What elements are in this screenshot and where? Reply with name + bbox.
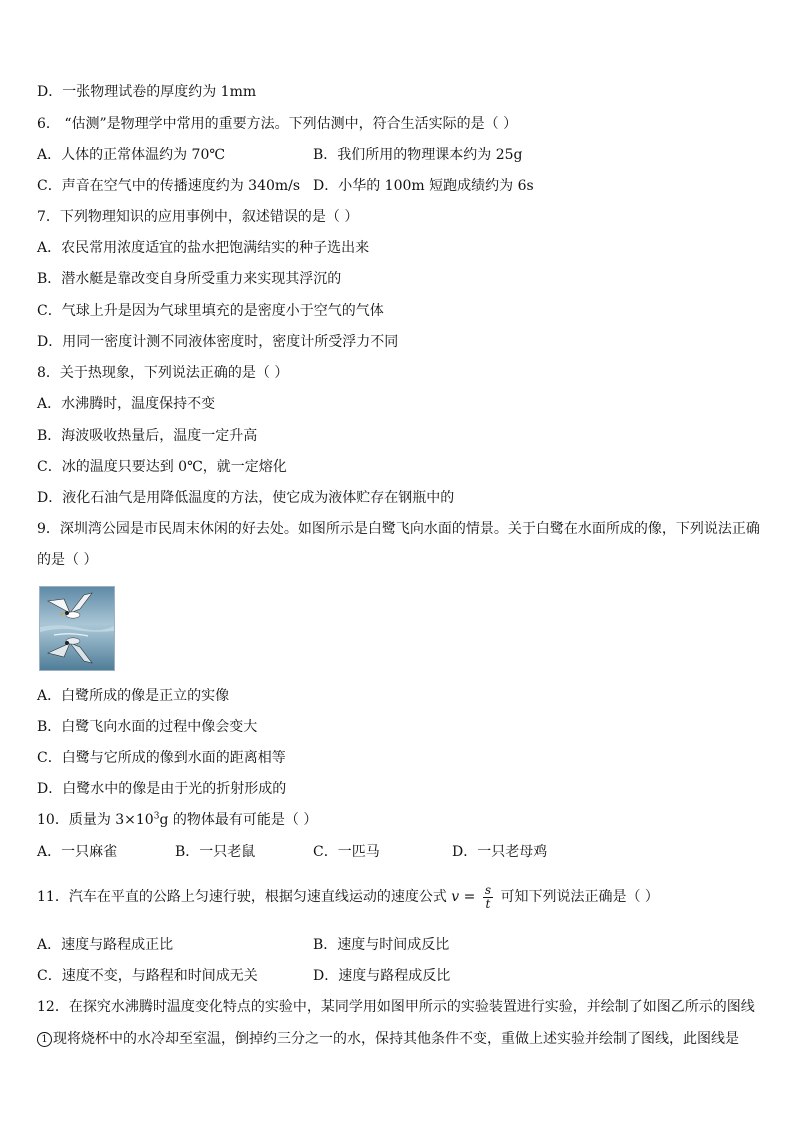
q10-option-c: C．一匹马 [313,844,380,860]
q11-option-c: C．速度不变，与路程和时间成无关 [37,968,258,984]
q6-option-d: D．小华的 100m 短跑成绩约为 6s [313,178,534,194]
circled-number-1: 1 [37,1032,52,1047]
q9-stem-line2: 的是（ ） [37,552,98,568]
q12-stem-line2-wrap [37,1030,739,1048]
q9-option-a: A．白鹭所成的像是正立的实像 [37,688,230,704]
q9-option-b: B．白鹭飞向水面的过程中像会变大 [37,719,258,735]
q7-stem: 7．下列物理知识的应用事例中，叙述错误的是（ ） [37,209,359,225]
q11-option-b: B．速度与时间成反比 [313,937,450,953]
q11-stem-pre: 11．汽车在平直的公路上匀速行驶，根据匀速直线运动的速度公式 [37,889,447,905]
egret-photo [39,586,115,671]
q6-stem: 6． “估测”是物理学中常用的重要方法。下列估测中，符合生活实际的是（ ） [37,116,518,132]
q12-stem-line2: 现将烧杯中的水冷却至室温，倒掉约三分之一的水，保持其他条件不变，重做上述实验并绘制了图线，此图线是 [53,1031,739,1047]
q10-stem-exponent: 3 [153,811,160,822]
q8-option-b: B．海波吸收热量后，温度一定升高 [37,428,258,444]
q8-option-c: C．冰的温度只要达到 0℃，就一定熔化 [37,459,287,475]
q7-option-a: A．农民常用浓度适宜的盐水把饱满结实的种子选出来 [37,240,370,256]
q8-stem: 8．关于热现象，下列说法正确的是（ ） [37,365,289,381]
q9-option-d: D．白鹭水中的像是由于光的折射形成的 [37,781,287,797]
q11-stem-post: 可知下列说法正确是（ ） [500,889,659,905]
q11-option-d: D．速度与路程成反比 [313,968,451,984]
q11-formula-v: v [451,889,460,905]
q11-formula-fraction [483,884,493,911]
q11-formula-equals: = [463,889,476,905]
q9-option-c: C．白鹭与它所成的像到水面的距离相等 [37,750,286,766]
q7-option-d: D．用同一密度计测不同液体密度时，密度计所受浮力不同 [37,334,399,350]
q6-option-b: B．我们所用的物理课本约为 25g [313,147,523,163]
q11-stem [37,882,659,912]
q9-stem-line1: 9．深圳湾公园是市民周末休闲的好去处。如图所示是白鹭飞向水面的情景。关于白鹭在水面所成的像，下列说法正确 [37,521,760,537]
q10-option-a: A．一只麻雀 [37,844,118,860]
q11-formula-numerator: s [484,882,492,897]
q10-stem-post: g 的物体最有可能是（ ） [159,812,318,828]
q10-option-b: B．一只老鼠 [175,844,256,860]
q6-option-c: C．声音在空气中的传播速度约为 340m/s [37,178,301,194]
q11-option-a: A．速度与路程成正比 [37,937,174,953]
q10-stem-pre: 10．质量为 3×10 [37,812,154,828]
q8-option-d: D．液化石油气是用降低温度的方法，使它成为液体贮存在钢瓶中的 [37,490,455,506]
egret-reflection-image [40,587,114,670]
q7-option-c: C．气球上升是因为气球里填充的是密度小于空气的气体 [37,303,384,319]
q7-option-b: B．潜水艇是靠改变自身所受重力来实现其浮沉的 [37,271,342,287]
q6-option-a: A．人体的正常体温约为 70℃ [37,147,226,163]
q5-option-d: D．一张物理试卷的厚度约为 1mm [37,84,257,100]
q10-stem [37,811,317,829]
q8-option-a: A．水沸腾时，温度保持不变 [37,396,216,412]
q12-stem-line1: 12．在探究水沸腾时温度变化特点的实验中，某同学用如图甲所示的实验装置进行实验，并绘制了如图乙所示的图线 [37,999,755,1015]
q11-formula-denominator: t [485,896,491,911]
q10-option-d: D．一只老母鸡 [452,844,548,860]
